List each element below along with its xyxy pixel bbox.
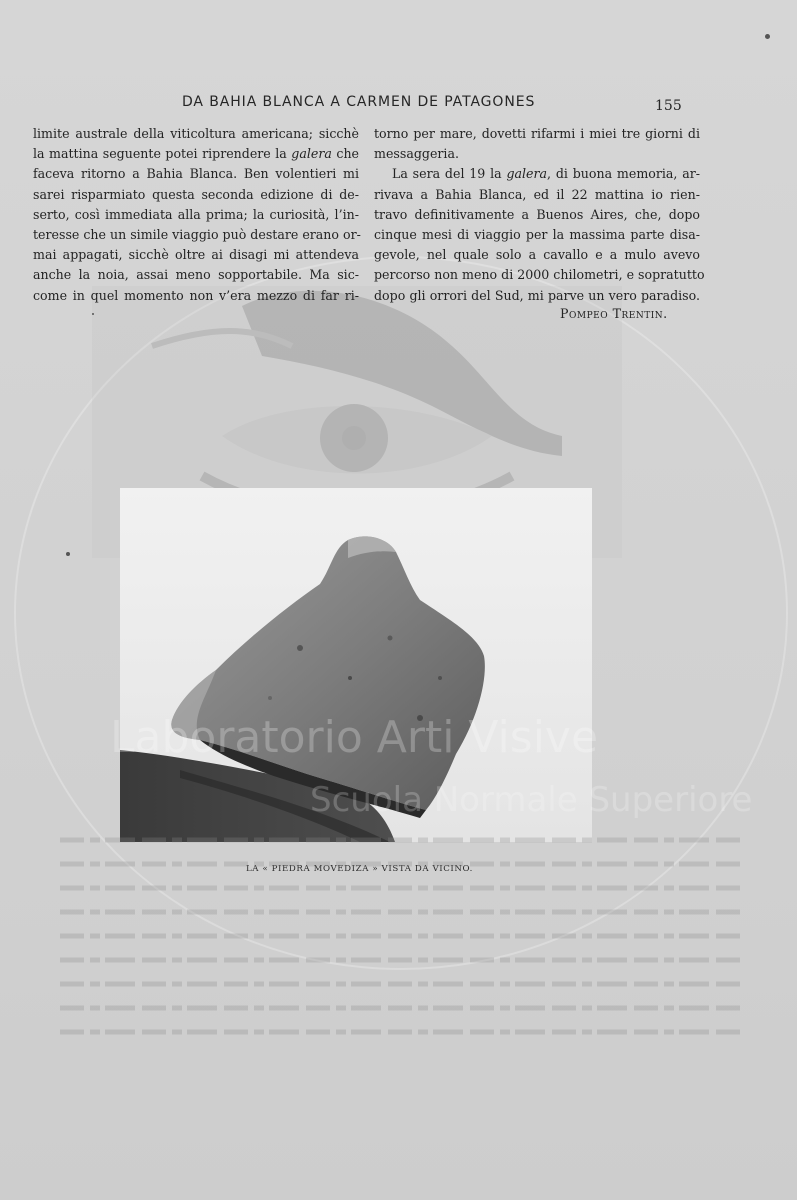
italic-word: galera	[291, 146, 332, 162]
text-line: percorso non meno di 2000 chilometri, e sopratutto	[374, 267, 705, 283]
text-line: faceva ritorno a Bahia Blanca. Ben volentieri mi	[33, 166, 359, 182]
paper-speck	[92, 313, 94, 315]
right-column	[374, 124, 705, 306]
author-signature: Pompeo Trentin.	[560, 306, 668, 321]
text-line: travo definitivamente a Buenos Aires, che, dopo	[374, 206, 700, 222]
page-number: 155	[655, 98, 682, 114]
paper-speck	[66, 552, 70, 556]
watermark-line-1: Laboratorio Arti Visive	[110, 712, 599, 763]
text-line: sarei risparmiato questa seconda edizione di de-	[33, 186, 359, 202]
text-line: la mattina seguente potei riprendere la galera che	[33, 146, 360, 162]
left-column	[33, 124, 359, 306]
text-line: come in quel momento non v’era mezzo di far ri-	[33, 287, 359, 303]
paper-speck	[765, 34, 770, 39]
text-line: cinque mesi di viaggio per la massima parte disa-	[374, 227, 700, 243]
italic-word: galera	[506, 166, 548, 182]
figure-caption: LA « PIEDRA MOVEDIZA » VISTA DA VICINO.	[246, 864, 474, 874]
watermark-line-2: Scuola Normale Superiore	[310, 780, 753, 820]
text-line: serto, così immediata alla prima; la curiosità, l’in-	[33, 206, 359, 222]
text-line: messaggeria.	[374, 146, 459, 162]
running-title: DA BAHIA BLANCA A CARMEN DE PATAGONES	[182, 94, 536, 110]
text-line: limite australe della viticoltura americana; sicchè	[33, 126, 359, 141]
text-line: dopo gli orrori del Sud, mi parve un vero paradiso.	[374, 287, 700, 303]
show-through-text	[40, 820, 760, 1060]
text-line: mai appagati, sicchè oltre ai disagi mi attendeva	[33, 247, 359, 263]
text-line: gevole, nel quale solo a cavallo e a mulo avevo	[374, 247, 700, 263]
text-line: torno per mare, dovetti rifarmi i miei tre giorni di	[374, 126, 700, 141]
running-header	[0, 94, 797, 116]
text-line: rivava a Bahia Blanca, ed il 22 mattina io rien-	[374, 186, 700, 202]
text-line: teresse che un simile viaggio può destare erano or-	[33, 227, 361, 243]
text-line: anche la noia, assai meno sopportabile. Ma sic-	[33, 267, 359, 283]
text-line: La sera del 19 la galera, di buona memoria, ar-	[392, 166, 700, 182]
